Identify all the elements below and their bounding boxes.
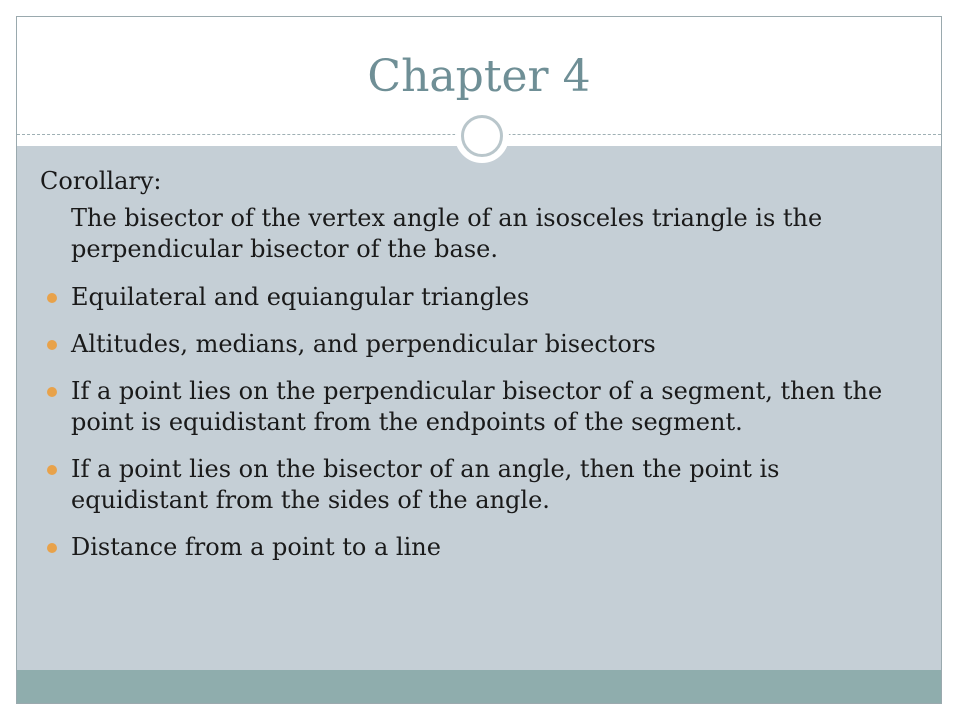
bullet-text: If a point lies on the bisector of an angle, then the point is equidistant from the sides of the angle. — [71, 455, 780, 514]
bullet-text: Equilateral and equiangular triangles — [71, 283, 530, 311]
ring-ornament-icon — [455, 109, 509, 163]
bullet-dot-icon — [47, 293, 57, 303]
bullet-dot-icon — [47, 387, 57, 397]
bullet-item — [40, 532, 920, 563]
bullet-list — [40, 282, 920, 563]
bullet-item — [40, 454, 920, 516]
corollary-label: Corollary: — [40, 167, 162, 195]
corollary-text: The bisector of the vertex angle of an isosceles triangle is the perpendicular bisector of the base. — [71, 204, 823, 263]
bottom-bar — [17, 670, 941, 703]
ring-inner — [461, 115, 503, 157]
bullet-item — [40, 376, 920, 438]
bullet-text: Altitudes, medians, and perpendicular bisectors — [71, 330, 656, 358]
bullet-dot-icon — [47, 465, 57, 475]
bullet-text: If a point lies on the perpendicular bisector of a segment, then the point is equidistant from the endpoints of the segment. — [71, 377, 883, 436]
slide-body — [40, 166, 920, 579]
bullet-text: Distance from a point to a line — [71, 533, 441, 561]
bullet-dot-icon — [47, 340, 57, 350]
slide-title: Chapter 4 — [367, 51, 591, 102]
bullet-dot-icon — [47, 543, 57, 553]
bullet-item — [40, 329, 920, 360]
bullet-item — [40, 282, 920, 313]
